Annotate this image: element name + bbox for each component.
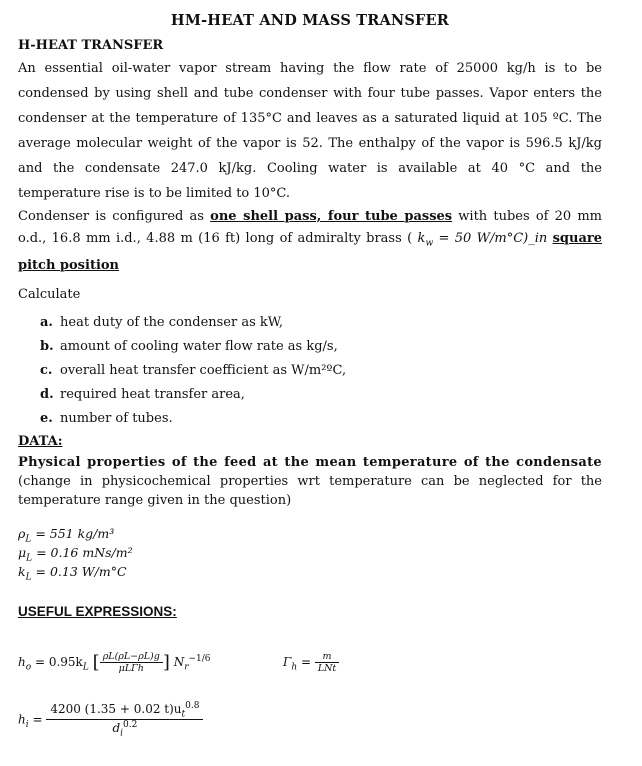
list-item: b. amount of cooling water flow rate as kg/s, xyxy=(40,338,338,354)
p2-text-c: with tubes of 20 mm o.d., 16.8 mm i.d., 4.88 m (16 ft) long of admiralty brass ( xyxy=(18,209,603,246)
document-page xyxy=(18,10,602,737)
data-heading: DATA: xyxy=(18,433,63,449)
equation-hi: $h_i$ = $\frac{4200 (1.35 + 0.02 t)u_t^{0.8}}{d_i^{0.2}}$ xyxy=(18,701,203,739)
equation-row-1 xyxy=(18,645,602,679)
list-item: e. number of tubes. xyxy=(40,410,173,426)
problem-paragraph-2 xyxy=(18,206,602,277)
p2-underlined-pitch: square pitch position xyxy=(18,231,602,273)
p2-text-d: = 50 W/m°C)_in xyxy=(433,231,553,246)
properties-heading-note: (change in physicochemical properties wrt temperature can be neglected for the temperature range given in the question) xyxy=(18,473,602,508)
calculate-label: Calculate xyxy=(18,286,81,302)
list-item: a. heat duty of the condenser as kW, xyxy=(40,314,283,330)
property-conductivity: $k_L = 0.13$ W/m°C xyxy=(18,563,127,583)
property-density: $\rho_L = 551$ kg/m³ xyxy=(18,525,115,545)
equation-gamma: $\Gamma_h$ = $\frac{m}{\text{LNt}}$ xyxy=(283,651,339,674)
properties-heading-bold: Physical properties of the feed at the mean temperature of the condensate xyxy=(18,454,602,470)
properties-heading xyxy=(18,453,602,510)
list-item: d. required heat transfer area, xyxy=(40,386,245,402)
p2-text-a: Condenser is configured as xyxy=(18,209,211,224)
kw-symbol: k xyxy=(417,231,426,246)
section-heading: H-HEAT TRANSFER xyxy=(18,38,164,53)
task-list xyxy=(18,311,602,431)
kw-subscript: w xyxy=(425,238,434,249)
p2-underlined-config: one shell pass, four tube passes xyxy=(210,209,453,224)
equation-row-2 xyxy=(18,697,602,737)
document-title: HM-HEAT AND MASS TRANSFER xyxy=(170,12,450,29)
equation-ho: $h_o = 0.95k_L$ [ $\frac{\rho L(\rho L-\rho L)g}{\text{μLΓh}}$ ] $N_r^{-1/6}$ xyxy=(18,650,211,674)
list-item: c. overall heat transfer coefficient as W/m²ºC, xyxy=(40,362,347,378)
problem-paragraph-1: An essential oil-water vapor stream having the flow rate of 25000 kg/h is to be condensed by using shell and tube condenser with four tube passes. Vapor enters the condenser at the temperature of 135°C and leaves as a saturated liquid at 105 ºC. The average molecular weight of the vapor is 52. The enthalpy of the vapor is 596.5 kJ/kg and the condensate 247.0 kJ/kg. Cooling water is available at 40 °C and the temperature rise is to be limited to 10°C. xyxy=(18,61,602,201)
properties-list xyxy=(18,524,602,581)
property-viscosity: $\mu_L = 0.16$ mNs/m² xyxy=(18,544,133,564)
useful-expressions-heading: USEFUL EXPRESSIONS: xyxy=(18,603,177,619)
